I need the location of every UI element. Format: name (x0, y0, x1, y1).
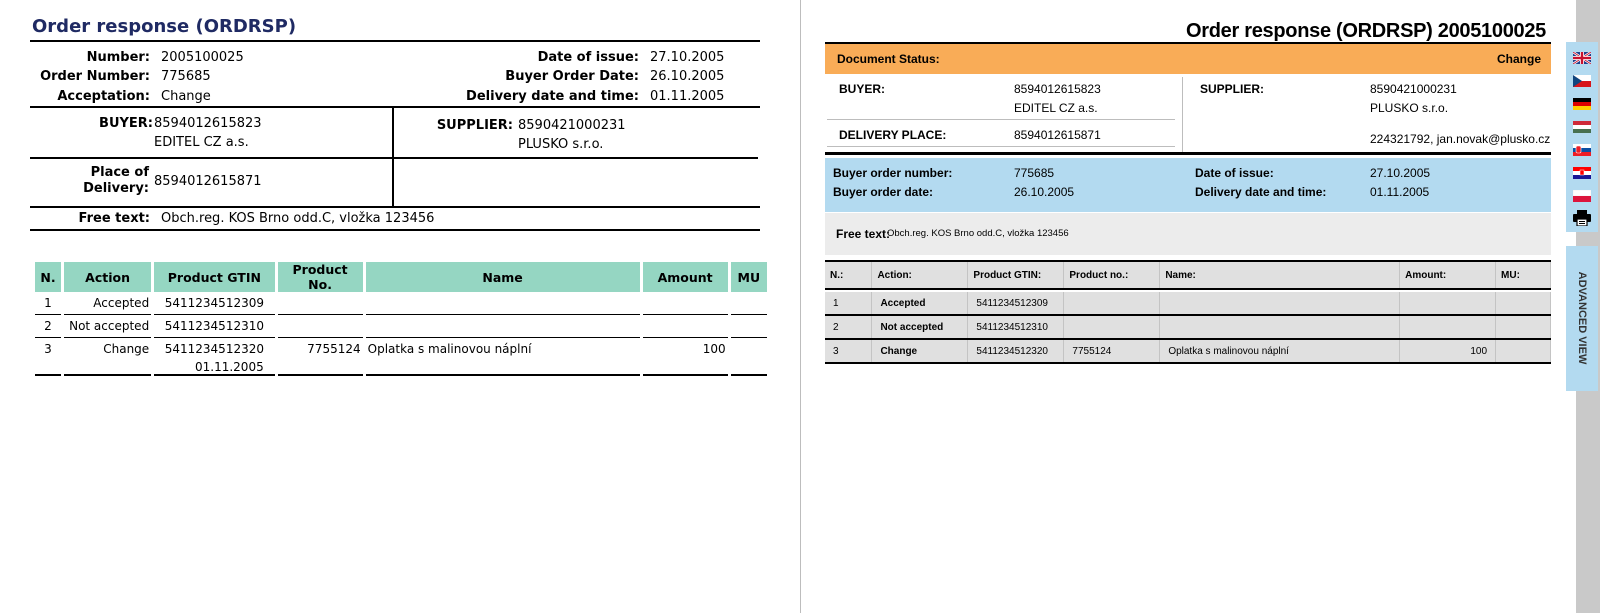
table-row (825, 292, 1551, 315)
table-header-row (825, 261, 1551, 289)
line-action: Accepted (64, 292, 151, 315)
hungarian-flag-icon[interactable] (1573, 121, 1591, 133)
table-header-row (35, 262, 767, 292)
free-text-label: Free text: (836, 227, 891, 241)
line-number: 3 (825, 339, 872, 363)
delivery-date-label: Delivery date and time: (1195, 185, 1327, 199)
parties-block (825, 77, 1551, 155)
column-header: Product No. (278, 262, 363, 292)
line-amount (1400, 292, 1496, 315)
line-amount: 100 (643, 338, 728, 376)
buyer-name: EDITEL CZ a.s. (1014, 101, 1098, 115)
supplier-gln: 8590421000231 (518, 118, 626, 133)
delivery-date-label: Delivery date and time: (466, 89, 639, 104)
table-row (35, 338, 767, 376)
line-product-no: 7755124 (1064, 339, 1160, 363)
document-title: Order response (ORDRSP) (32, 16, 297, 37)
line-number: 2 (35, 315, 61, 338)
slovak-flag-icon[interactable] (1573, 144, 1591, 156)
line-action: Change (872, 339, 968, 363)
divider (392, 159, 394, 206)
line-delivery-date: 01.11.2005 (195, 360, 264, 374)
language-switcher (1566, 42, 1598, 232)
line-name (1160, 292, 1400, 315)
document-title: Order response (ORDRSP) 2005100025 (1186, 20, 1546, 42)
uk-flag-icon[interactable] (1573, 52, 1591, 64)
date-of-issue-label: Date of issue: (537, 50, 639, 65)
line-mu (731, 338, 767, 376)
table-row (35, 315, 767, 338)
line-product-no: 7755124 (278, 338, 363, 376)
date-of-issue-value: 27.10.2005 (650, 50, 725, 65)
supplier-label: SUPPLIER: (436, 118, 513, 133)
croatian-flag-icon[interactable] (1573, 167, 1591, 179)
divider (30, 206, 760, 208)
line-action: Not accepted (64, 315, 151, 338)
supplier-name: PLUSKO s.r.o. (1370, 101, 1449, 115)
polish-flag-icon[interactable] (1573, 190, 1591, 202)
line-action: Not accepted (872, 315, 968, 339)
column-header: MU: (1496, 261, 1551, 289)
column-header: Action: (872, 261, 968, 289)
line-gtin: 5411234512310 (968, 315, 1064, 339)
line-amount (643, 292, 728, 315)
free-text-label: Free text: (78, 211, 150, 226)
delivery-place-label: DELIVERY PLACE: (839, 128, 947, 142)
order-number-value: 775685 (161, 69, 211, 84)
line-name (366, 315, 640, 338)
column-header: Name: (1160, 261, 1400, 289)
line-name (366, 292, 640, 315)
line-action: Accepted (872, 292, 968, 315)
divider (30, 106, 760, 108)
buyer-order-date-value: 26.10.2005 (1014, 185, 1075, 199)
column-header: Product GTIN (154, 262, 274, 292)
supplier-name: PLUSKO s.r.o. (518, 137, 604, 152)
place-of-delivery-label-line1: Place of (90, 165, 149, 180)
buyer-order-date-label: Buyer order date: (833, 185, 934, 199)
supplier-contact: 224321792, jan.novak@plusko.cz (1370, 132, 1551, 146)
advanced-view-label: ADVANCED VIEW (1576, 271, 1588, 365)
divider (827, 119, 1175, 120)
document-status-bar (825, 44, 1551, 74)
column-header: N. (35, 262, 61, 292)
divider (392, 108, 394, 158)
delivery-date-value: 01.11.2005 (650, 89, 725, 104)
buyer-order-number-label: Buyer order number: (833, 166, 953, 180)
divider (1182, 77, 1183, 152)
column-header: Amount: (1400, 261, 1496, 289)
order-number-label: Order Number: (40, 69, 150, 84)
column-header: MU (731, 262, 767, 292)
divider (30, 40, 760, 42)
line-amount (1400, 315, 1496, 339)
order-info-block (825, 158, 1551, 212)
line-action: Change (64, 338, 151, 376)
line-product-no (1064, 292, 1160, 315)
place-of-delivery-label-line2: Delivery: (83, 181, 149, 196)
printer-icon[interactable] (1573, 210, 1591, 226)
document-status-value: Change (1496, 52, 1541, 66)
line-product-no (278, 315, 363, 338)
line-name: Oplatka s malinovou náplní (366, 338, 640, 376)
line-mu (731, 315, 767, 338)
line-gtin: 5411234512309 (968, 292, 1064, 315)
table-row (825, 315, 1551, 339)
line-number: 2 (825, 315, 872, 339)
acceptation-value: Change (161, 89, 211, 104)
line-gtin: 5411234512320 (164, 342, 264, 356)
free-text-value: Obch.reg. KOS Brno odd.C, vložka 123456 (161, 211, 435, 226)
order-lines-table (825, 260, 1551, 364)
buyer-label: BUYER: (839, 82, 886, 96)
line-name (1160, 315, 1400, 339)
column-header: Action (64, 262, 151, 292)
buyer-gln: 8594012615823 (1014, 82, 1101, 96)
divider (30, 157, 758, 159)
line-product-no (278, 292, 363, 315)
column-header: Product no.: (1064, 261, 1160, 289)
column-header: Name (366, 262, 640, 292)
line-name: Oplatka s malinovou náplní (1160, 339, 1400, 363)
line-gtin: 5411234512310 (154, 315, 274, 338)
column-header: Product GTIN: (968, 261, 1064, 289)
buyer-name: EDITEL CZ a.s. (154, 135, 249, 150)
delivery-place-gln: 8594012615871 (1014, 128, 1101, 142)
line-number: 3 (35, 338, 61, 376)
czech-flag-icon[interactable] (1573, 75, 1591, 87)
buyer-order-date-label: Buyer Order Date: (505, 69, 639, 84)
divider (825, 152, 1551, 155)
supplier-label: SUPPLIER: (1200, 82, 1265, 96)
line-mu (1496, 315, 1551, 339)
divider (827, 146, 1175, 147)
line-product-no (1064, 315, 1160, 339)
column-header: N.: (825, 261, 872, 289)
acceptation-label: Acceptation: (57, 89, 150, 104)
line-mu (1496, 292, 1551, 315)
buyer-gln: 8594012615823 (154, 116, 262, 131)
table-row (35, 292, 767, 315)
buyer-order-date-value: 26.10.2005 (650, 69, 725, 84)
modern-view-pane (801, 0, 1574, 613)
buyer-order-number-value: 775685 (1014, 166, 1055, 180)
classic-view-pane (0, 0, 785, 613)
line-gtin: 5411234512320 (968, 339, 1064, 363)
number-value: 2005100025 (161, 50, 244, 65)
advanced-view-tab[interactable] (1566, 246, 1598, 391)
line-number: 1 (35, 292, 61, 315)
line-mu (1496, 339, 1551, 363)
german-flag-icon[interactable] (1573, 98, 1591, 110)
number-label: Number: (86, 50, 150, 65)
free-text-block (825, 213, 1551, 255)
column-header: Amount (643, 262, 728, 292)
table-row (825, 339, 1551, 363)
date-of-issue-label: Date of issue: (1195, 166, 1274, 180)
document-status-label: Document Status: (837, 52, 940, 66)
line-amount (643, 315, 728, 338)
order-lines-table (32, 262, 770, 376)
delivery-date-value: 01.11.2005 (1370, 185, 1430, 199)
line-mu (731, 292, 767, 315)
line-gtin: 5411234512309 (154, 292, 274, 315)
date-of-issue-value: 27.10.2005 (1370, 166, 1431, 180)
line-number: 1 (825, 292, 872, 315)
supplier-gln: 8590421000231 (1370, 82, 1457, 96)
buyer-label: BUYER: (99, 116, 153, 131)
divider (30, 229, 760, 231)
place-of-delivery-gln: 8594012615871 (154, 174, 262, 189)
line-amount: 100 (1400, 339, 1496, 363)
free-text-value: Obch.reg. KOS Brno odd.C, vložka 123456 (887, 228, 1069, 239)
